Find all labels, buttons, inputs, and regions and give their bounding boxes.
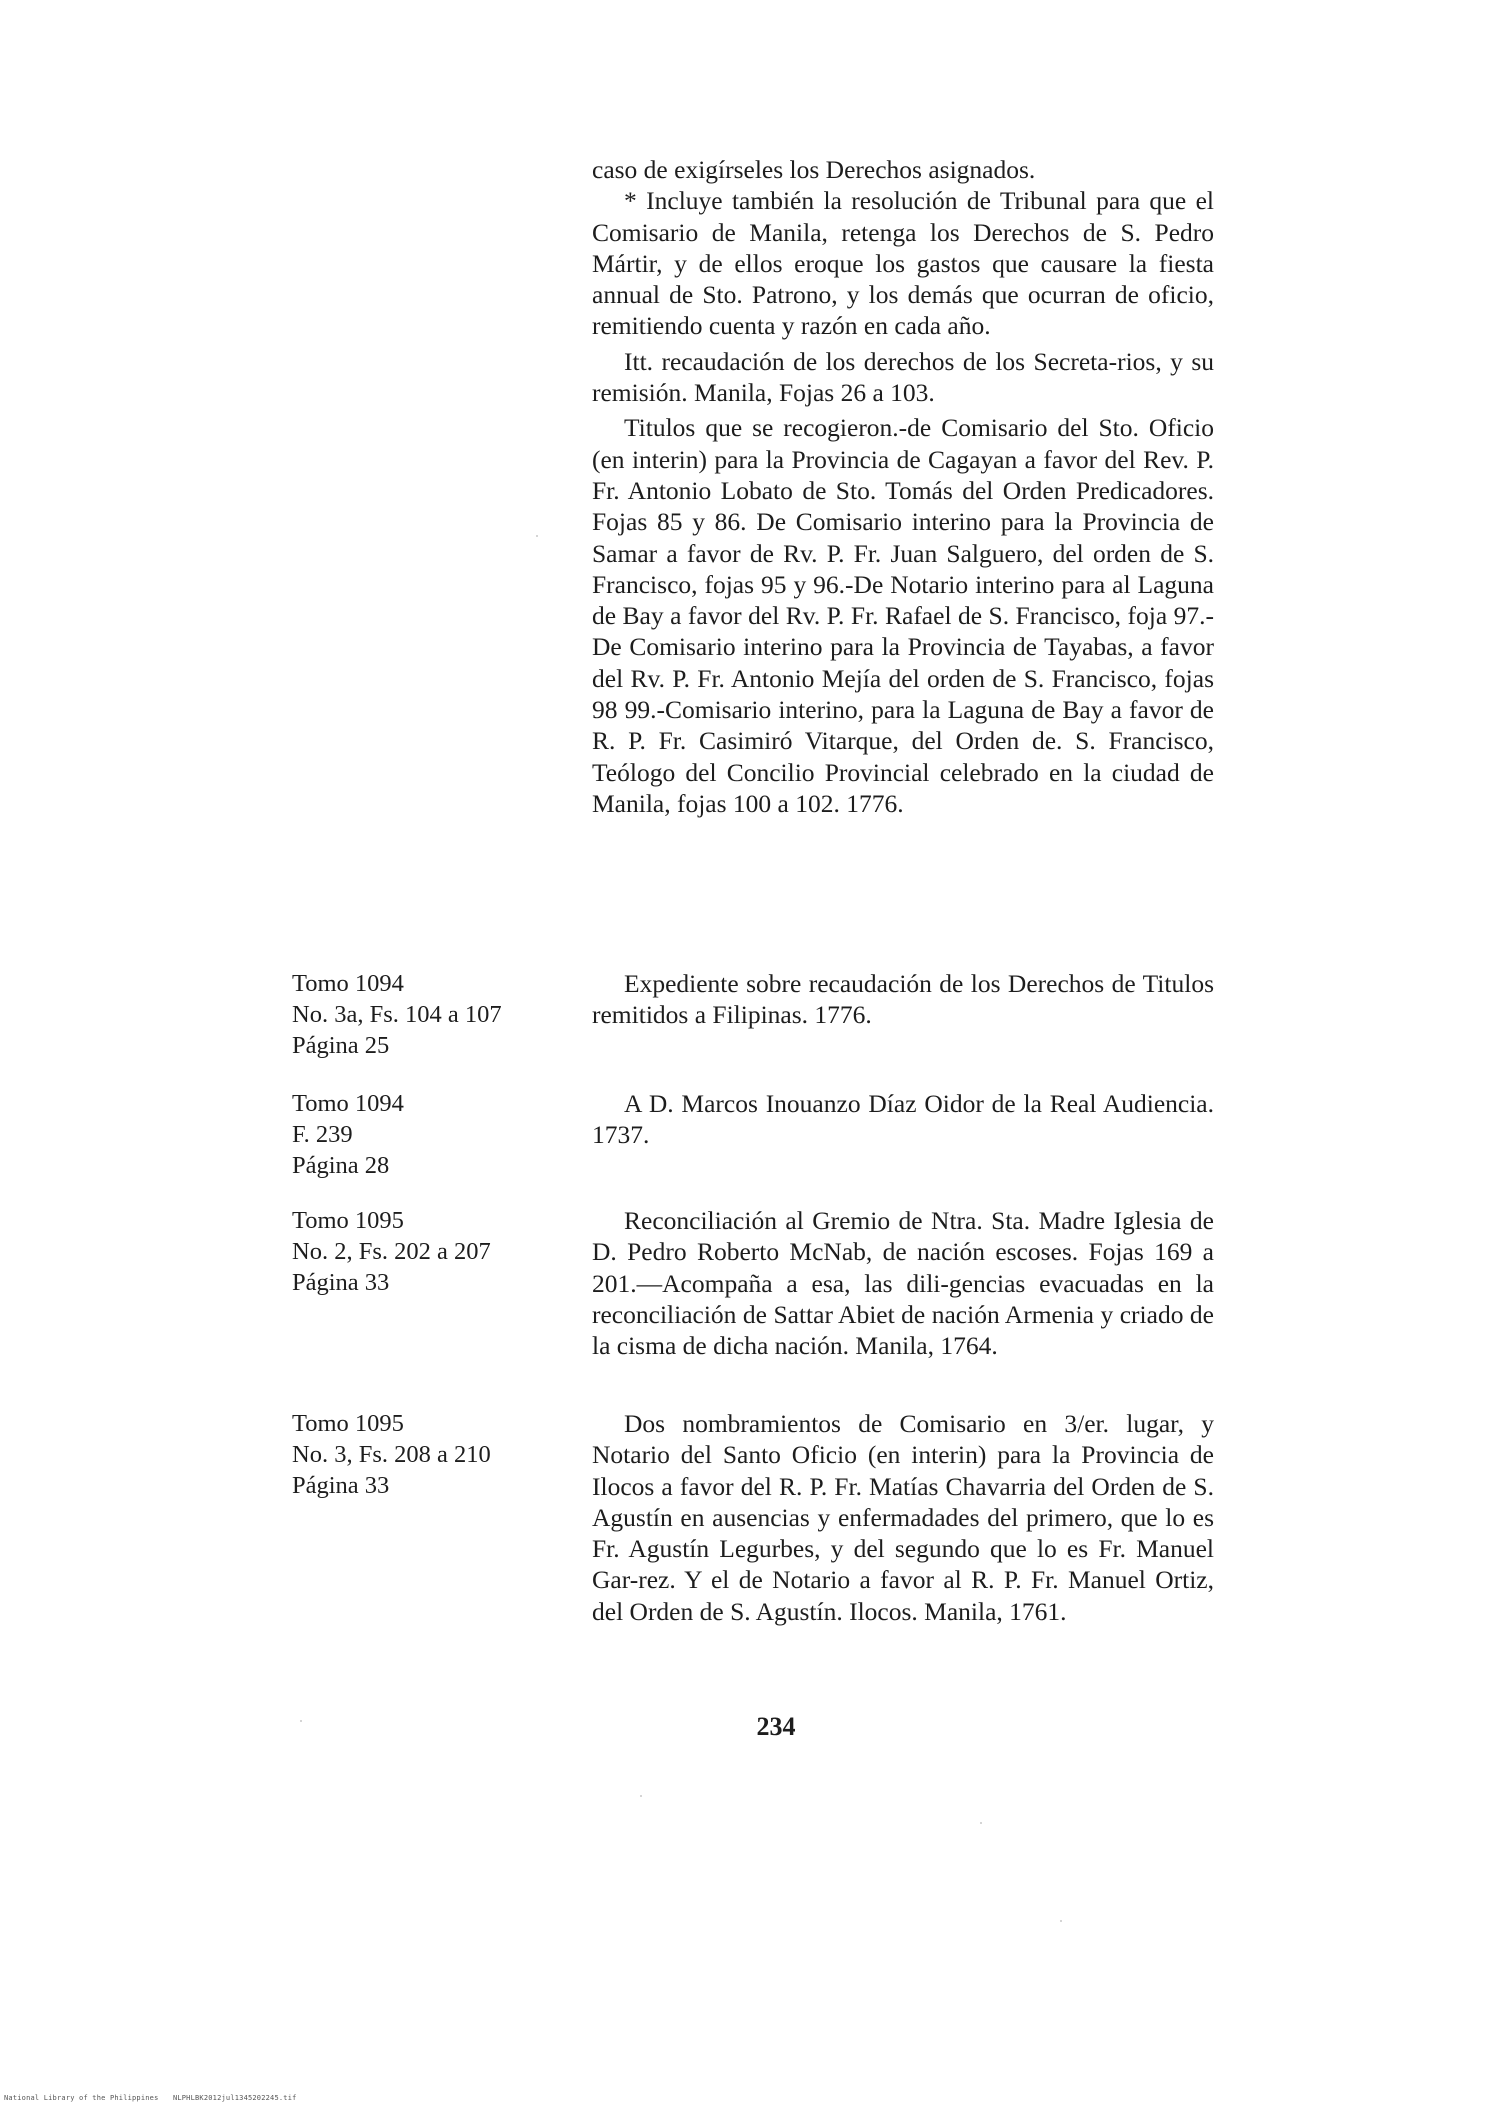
entry-description bbox=[592, 1088, 1214, 1151]
reference-folios: F. 239 bbox=[292, 1121, 353, 1148]
entry-description bbox=[592, 968, 1214, 1031]
entry-description bbox=[592, 1408, 1214, 1627]
reference-tomo: Tomo 1094 bbox=[292, 970, 404, 997]
reference-tomo: Tomo 1095 bbox=[292, 1207, 404, 1234]
reference-tomo: Tomo 1094 bbox=[292, 1090, 404, 1117]
reference-tomo: Tomo 1095 bbox=[292, 1410, 404, 1437]
paragraph-continuation: caso de exigírseles los Derechos asignados. bbox=[592, 155, 1036, 184]
scan-speck bbox=[536, 535, 538, 537]
scan-speck bbox=[300, 1720, 302, 1722]
entry-description bbox=[592, 1205, 1214, 1361]
paragraph-recaudacion: Itt. recaudación de los derechos de los Secreta-rios, y su remisión. Manila, Fojas 26 a 103. bbox=[592, 346, 1214, 408]
entry-text: Dos nombramientos de Comisario en 3/er. lugar, y Notario del Santo Oficio (en interin) para la Provincia de Ilocos a favor del R. P. Fr. Matías Chavarria del Orden de S. Agustín en ausencias y enfermadades del primero, que lo es Fr. Agustín Legurbes, y del segundo que lo es Fr. Manuel Gar-rez. Y el de Notario a favor al R. P. Fr. Manuel Ortiz, del Orden de S. Agustín. Ilocos. Manila, 1761. bbox=[592, 1409, 1214, 1626]
scan-speck bbox=[640, 1795, 642, 1797]
paragraph-resolution: * Incluye también la resolución de Tribunal para que el Comisario de Manila, retenga los Derechos de S. Pedro Mártir, y de ellos eroque los gastos que causare la fiesta annual de Sto. Patrono, y los demás que ocurran de oficio, remitiendo cuenta y razón en cada año. bbox=[592, 186, 1214, 341]
main-text-block bbox=[592, 154, 1214, 819]
scan-speck bbox=[1060, 1920, 1062, 1922]
entry-reference bbox=[292, 1205, 562, 1298]
entry-reference bbox=[292, 1088, 562, 1181]
scan-footer bbox=[4, 2094, 297, 2102]
reference-folios: No. 3a, Fs. 104 a 107 bbox=[292, 1001, 502, 1028]
entry-reference bbox=[292, 1408, 562, 1501]
footer-library: National Library of the Philippines bbox=[4, 2094, 159, 2102]
paragraph-titulos: Titulos que se recogieron.-de Comisario del Sto. Oficio (en interin) para la Provincia de Cagayan a favor del Rev. P. Fr. Antonio Lobato de Sto. Tomás del Orden Predicadores. Fojas 85 y 86. De Comisario interino para la Provincia de Samar a favor de Rv. P. Fr. Juan Salguero, del orden de S. Francisco, fojas 95 y 96.-De Notario interino para al Laguna de Bay a favor del Rv. P. Fr. Rafael de S. Francisco, foja 97.-De Comisario interino para la Provincia de Tayabas, a favor del Rv. P. Fr. Antonio Mejía del orden de S. Francisco, fojas 98 99.-Comisario interino, para la Laguna de Bay a favor de R. P. Fr. Casimiró Vitarque, del Orden de. S. Francisco, Teólogo del Concilio Provincial celebrado en la ciudad de Manila, fojas 100 a 102. 1776. bbox=[592, 413, 1214, 818]
reference-pagina: Página 33 bbox=[292, 1472, 390, 1499]
reference-pagina: Página 25 bbox=[292, 1032, 390, 1059]
page-number: 234 bbox=[756, 1712, 796, 1741]
entry-text: A D. Marcos Inouanzo Díaz Oidor de la Real Audiencia. 1737. bbox=[592, 1089, 1214, 1150]
reference-folios: No. 3, Fs. 208 a 210 bbox=[292, 1441, 491, 1468]
footer-filename: NLPHLBK2012jul1345202245.tif bbox=[172, 2094, 297, 2102]
entry-reference bbox=[292, 968, 562, 1061]
reference-pagina: Página 33 bbox=[292, 1269, 390, 1296]
reference-folios: No. 2, Fs. 202 a 207 bbox=[292, 1238, 491, 1265]
entry-text: Reconciliación al Gremio de Ntra. Sta. Madre Iglesia de D. Pedro Roberto McNab, de nación escoses. Fojas 169 a 201.—Acompaña a esa, las dili-gencias evacuadas en la reconciliación de Sattar Abiet de nación Armenia y criado de la cisma de dicha nación. Manila, 1764. bbox=[592, 1206, 1214, 1361]
scan-speck bbox=[980, 1822, 982, 1824]
entry-text: Expediente sobre recaudación de los Derechos de Titulos remitidos a Filipinas. 1776. bbox=[592, 969, 1214, 1030]
reference-pagina: Página 28 bbox=[292, 1152, 390, 1179]
